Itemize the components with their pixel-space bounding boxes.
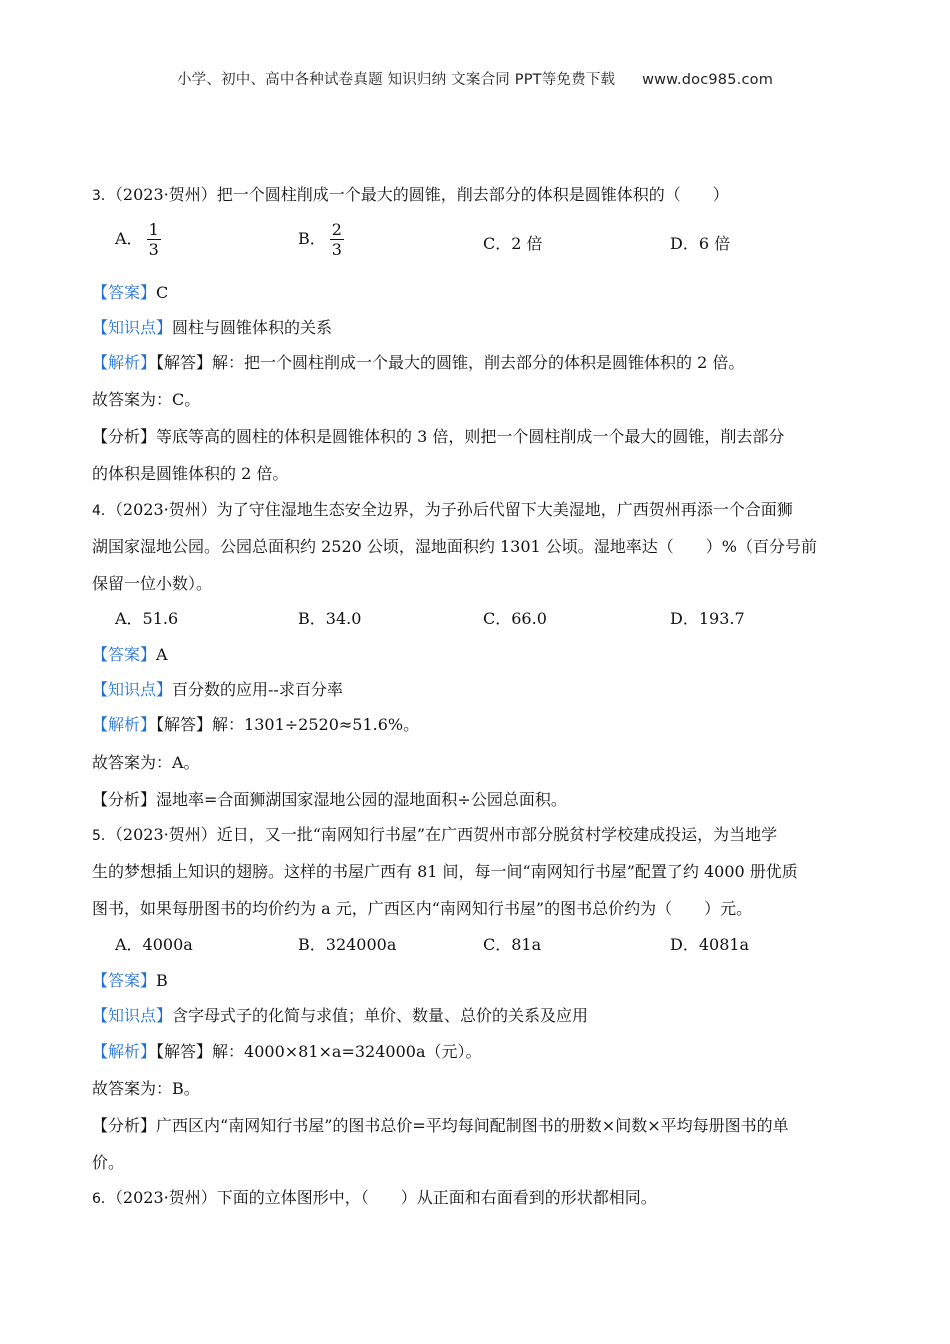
numerator: 1 (148, 220, 159, 239)
q4-answer (92, 642, 168, 665)
answer-value: A (156, 645, 168, 664)
solution-tag: 【解答】 (156, 353, 213, 372)
solution-text: 解：把一个圆柱削成一个最大的圆锥，削去部分的体积是圆锥体积的 2 倍。 (212, 353, 745, 372)
q3-conclusion: 故答案为：C。 (92, 390, 201, 409)
question-text: （2023·贺州）为了守住湿地生态安全边界，为子孙后代留下大美湿地，广西贺州再添一个合面狮 (114, 500, 793, 519)
fenxi-tag: 【分析】 (92, 790, 157, 809)
answer-tag: 【答案】 (92, 283, 157, 302)
solution-text: 解：4000×81×a=324000a（元）。 (212, 1042, 482, 1061)
q4-option-c: C．66.0 (483, 609, 547, 628)
q5-solution (92, 1039, 482, 1062)
question-text: （2023·贺州）下面的立体图形中，（ ）从正面和右面看到的形状都相同。 (114, 1188, 657, 1207)
q4-knowledge (92, 677, 343, 700)
analysis-text: 等底等高的圆柱的体积是圆锥体积的 3 倍，则把一个圆柱削成一个最大的圆锥，削去部分 (156, 427, 785, 446)
q3-analysis (92, 424, 784, 447)
knowledge-tag: 【知识点】 (92, 1006, 173, 1025)
q5-option-b: B．324000a (298, 935, 397, 954)
q3-option-d: D．6 倍 (670, 234, 731, 253)
answer-tag: 【答案】 (92, 971, 157, 990)
knowledge-text: 百分数的应用--求百分率 (172, 680, 343, 699)
analysis-tag: 【解析】 (92, 1042, 157, 1061)
q3-knowledge (92, 315, 332, 338)
q5-analysis-cont: 价。 (92, 1153, 125, 1172)
numerator: 2 (331, 220, 342, 239)
analysis-tag: 【解析】 (92, 715, 157, 734)
q5-analysis (92, 1113, 789, 1136)
q4-option-b: B．34.0 (298, 609, 362, 628)
question-4-stem-line3: 保留一位小数）。 (92, 574, 213, 593)
question-number: 3． (92, 188, 115, 204)
q5-option-c: C．81a (483, 935, 542, 954)
question-5-stem-line2: 生的梦想插上知识的翅膀。这样的书屋广西有 81 间，每一间“南网知行书屋”配置了约 4000 册优质 (92, 862, 798, 881)
question-text: （2023·贺州）把一个圆柱削成一个最大的圆锥，削去部分的体积是圆锥体积的（ ） (114, 185, 729, 204)
knowledge-tag: 【知识点】 (92, 680, 173, 699)
question-6-stem (92, 1185, 657, 1208)
solution-tag: 【解答】 (156, 715, 213, 734)
question-3-stem (92, 182, 729, 205)
fenxi-tag: 【分析】 (92, 1116, 157, 1135)
question-number: 5． (92, 828, 115, 844)
question-5-stem (92, 822, 777, 845)
knowledge-text: 圆柱与圆锥体积的关系 (172, 318, 333, 337)
q5-conclusion: 故答案为：B。 (92, 1079, 200, 1098)
knowledge-tag: 【知识点】 (92, 318, 173, 337)
option-label: B． (298, 229, 326, 248)
q3-analysis-cont: 的体积是圆锥体积的 2 倍。 (92, 464, 289, 483)
page-header (0, 68, 950, 89)
solution-text: 解：1301÷2520≈51.6%。 (212, 715, 420, 734)
q5-option-d: D．4081a (670, 935, 750, 954)
solution-tag: 【解答】 (156, 1042, 213, 1061)
q4-conclusion: 故答案为：A。 (92, 753, 200, 772)
question-number: 4． (92, 503, 115, 519)
analysis-tag: 【解析】 (92, 353, 157, 372)
q4-solution (92, 712, 419, 735)
q5-option-a: A．4000a (115, 935, 193, 954)
q5-knowledge (92, 1003, 588, 1026)
answer-tag: 【答案】 (92, 645, 157, 664)
q5-answer (92, 968, 168, 991)
question-4-stem-line2: 湖国家湿地公园。公园总面积约 2520 公顷，湿地面积约 1301 公顷。湿地率达（ ）%（百分号前 (92, 537, 817, 556)
analysis-text: 广西区内“南网知行书屋”的图书总价=平均每间配制图书的册数×间数×平均每册图书的单 (156, 1116, 789, 1135)
question-5-stem-line3: 图书，如果每册图书的均价约为 a 元，广西区内“南网知行书屋”的图书总价约为（ ）元。 (92, 899, 753, 918)
q3-answer (92, 280, 168, 303)
answer-value: B (156, 971, 168, 990)
q4-option-a: A．51.6 (115, 609, 179, 628)
question-number: 6． (92, 1191, 115, 1207)
fraction (147, 220, 161, 259)
q3-solution (92, 350, 744, 373)
question-text: （2023·贺州）近日，又一批“南网知行书屋”在广西贺州市部分脱贫村学校建成投运，为当地学 (114, 825, 778, 844)
header-url[interactable]: www.doc985.com (642, 72, 774, 88)
q3-option-c: C．2 倍 (483, 234, 543, 253)
option-label: A． (115, 229, 143, 248)
header-title: 小学、初中、高中各种试卷真题 知识归纳 文案合同 PPT等免费下载 (176, 72, 616, 88)
q3-option-a (115, 220, 161, 259)
fraction (330, 220, 344, 259)
denominator: 3 (148, 240, 159, 259)
question-4-stem (92, 497, 793, 520)
analysis-text: 湿地率=合面狮湖国家湿地公园的湿地面积÷公园总面积。 (156, 790, 567, 809)
q4-analysis (92, 787, 567, 810)
denominator: 3 (331, 240, 342, 259)
knowledge-text: 含字母式子的化简与求值；单价、数量、总价的关系及应用 (172, 1006, 589, 1025)
q3-option-b (298, 220, 344, 259)
fenxi-tag: 【分析】 (92, 427, 157, 446)
q4-option-d: D．193.7 (670, 609, 745, 628)
answer-value: C (156, 283, 169, 302)
